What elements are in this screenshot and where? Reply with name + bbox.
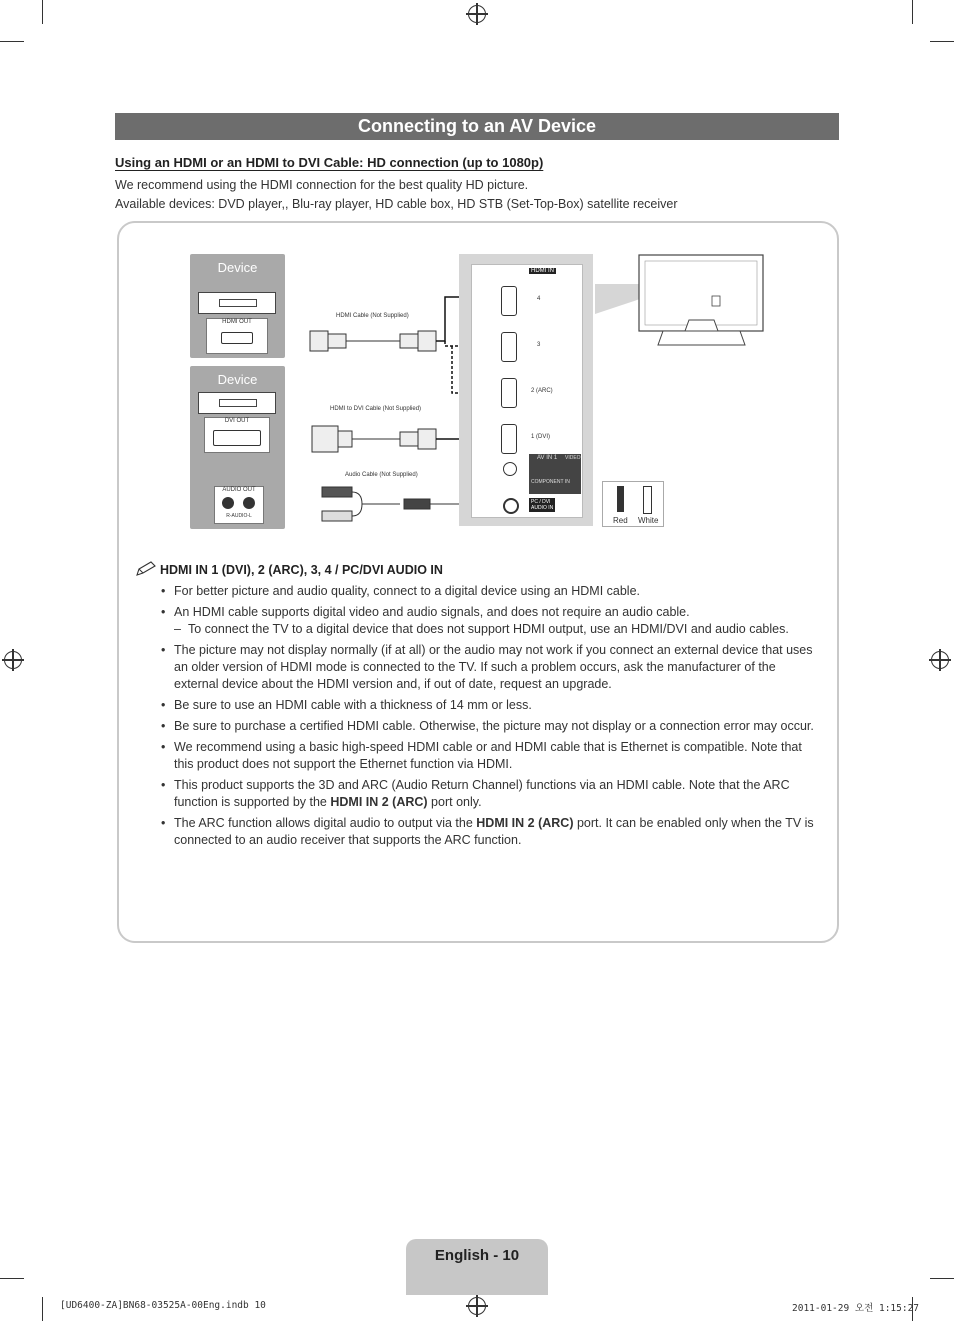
av-in-block (529, 454, 581, 494)
hdmi-port-number: 4 (537, 296, 541, 302)
pc-dvi-audio-label (529, 498, 555, 512)
crop-mark (0, 41, 24, 42)
list-item (160, 815, 820, 849)
red-plug-icon (617, 486, 624, 512)
hdmi-port-number: 3 (537, 342, 541, 348)
crop-mark (912, 0, 913, 24)
pc-dvi-label: PC / DVI (531, 499, 551, 505)
note-title: HDMI IN 1 (DVI), 2 (ARC), 3, 4 / PC/DVI AUDIO IN (160, 563, 443, 577)
page-number-tab: English - 10 (406, 1239, 548, 1295)
hdmi-dvi-cable-icon (312, 426, 436, 452)
white-plug-icon (643, 486, 652, 514)
bullet-text: port only. (427, 795, 482, 809)
hdmi-port-icon (501, 286, 517, 316)
registration-mark-icon (468, 5, 486, 23)
page-title: Connecting to an AV Device (115, 113, 839, 140)
device-unit-icon (198, 392, 276, 414)
crop-mark (930, 1278, 954, 1279)
bullet-text: The ARC function allows digital audio to output via the (174, 816, 477, 830)
bullet-text: For better picture and audio quality, connect to a digital device using an HDMI cable. (174, 584, 641, 598)
crop-mark (930, 41, 954, 42)
hdmi-port-number: 1 (DVI) (531, 434, 551, 440)
bullet-text: This product supports the 3D and ARC (Audio Return Channel) functions via an HDMI cable. Note that the ARC function is supported by the (174, 778, 790, 809)
component-label: COMPONENT IN (531, 479, 570, 485)
audio-in-jack-icon (503, 498, 519, 514)
red-label: Red (613, 516, 628, 525)
hdmi-port-number: 2 (ARC) (531, 388, 553, 394)
port-label: AUDIO OUT (222, 487, 256, 493)
bullet-text: The picture may not display normally (if at all) or the audio may not work if you connect an external device that uses an older version of HDMI mode is connected to the TV. If such a problem occurs, ask the manufacturer of the external device about the HDMI version and, if out of date, request an upgrade. (174, 643, 813, 691)
hdmi-out-port (206, 318, 268, 354)
jack-icon (503, 462, 517, 476)
crop-mark (42, 1297, 43, 1321)
print-info-right: 2011-01-29 오전 1:15:27 (792, 1303, 920, 1314)
list-item (160, 777, 820, 811)
port-name: HDMI IN 2 (ARC) (330, 795, 428, 809)
hdmi-port-icon (501, 378, 517, 408)
tv-rear-panel (459, 254, 593, 526)
port-label: DVI OUT (224, 418, 250, 424)
intro-line: Available devices: DVD player,, Blu-ray player, HD cable box, HD STB (Set-Top-Box) satellite receiver (115, 197, 678, 211)
audio-jack-icon (222, 497, 234, 509)
hdmi-port-icon (221, 332, 253, 344)
sub-bullet-text: – To connect the TV to a digital device that does not support HDMI output, use an HDMI/DVI and audio cables. (174, 621, 820, 638)
list-item (160, 697, 820, 714)
tv-back-icon (590, 254, 765, 349)
device-dvi-box (190, 366, 285, 529)
registration-mark-icon (468, 1297, 486, 1315)
cable-label: Audio Cable (Not Supplied) (345, 472, 418, 478)
hdmi-cable-icon (310, 331, 436, 351)
bullet-text: Be sure to purchase a certified HDMI cable. Otherwise, the picture may not display or a connection error may occur. (174, 719, 814, 733)
dvi-out-port (204, 417, 270, 453)
bullet-text: port. It can be enabled only when the TV is connected to an audio receiver that supports the ARC function. (174, 816, 814, 847)
list-item (160, 583, 820, 600)
audio-jack-icon (243, 497, 255, 509)
device-title: Device (217, 260, 258, 275)
cable-label: HDMI Cable (Not Supplied) (336, 313, 409, 319)
dvi-port-icon (213, 430, 261, 446)
list-item (160, 642, 820, 693)
note-pencil-icon (135, 561, 157, 577)
list-item (160, 718, 820, 735)
rca-color-legend (602, 481, 664, 527)
cable-label: HDMI to DVI Cable (Not Supplied) (330, 406, 422, 412)
print-info-left: [UD6400-ZA]BN68-03525A-00Eng.indb 10 (60, 1300, 266, 1311)
list-item (160, 739, 820, 773)
registration-mark-icon (4, 651, 22, 669)
bullet-text: We recommend using a basic high-speed HDMI cable or and HDMI cable that is Ethernet is compatible. Note that this product does not support the Ethernet function via HDMI. (174, 740, 802, 771)
list-item (160, 604, 820, 638)
bullet-text: Be sure to use an HDMI cable with a thickness of 14 mm or less. (174, 698, 532, 712)
port-label: HDMI OUT (222, 319, 252, 325)
hdmi-port-icon (501, 424, 517, 454)
device-hdmi-box (190, 254, 285, 358)
video-label: VIDEO (565, 455, 581, 461)
av-in-label: AV IN 1 (537, 455, 558, 461)
hdmi-in-label: HDMI IN (531, 268, 554, 274)
registration-mark-icon (931, 651, 949, 669)
crop-mark (0, 1278, 24, 1279)
bullet-text: An HDMI cable supports digital video and audio signals, and does not require an audio cable. (174, 605, 690, 619)
audio-out-port (214, 486, 264, 524)
intro-line: We recommend using the HDMI connection for the best quality HD picture. (115, 178, 529, 192)
device-unit-icon (198, 292, 276, 314)
section-heading: Using an HDMI or an HDMI to DVI Cable: HD connection (up to 1080p) (115, 155, 544, 170)
device-title: Device (217, 372, 258, 387)
audio-in-label: AUDIO IN (531, 505, 554, 511)
port-name: HDMI IN 2 (ARC) (476, 816, 574, 830)
crop-mark (42, 0, 43, 24)
hdmi-port-icon (501, 332, 517, 362)
port-sub-label: R-AUDIO-L (226, 513, 252, 519)
white-label: White (638, 516, 659, 525)
note-bullet-list (160, 583, 820, 853)
